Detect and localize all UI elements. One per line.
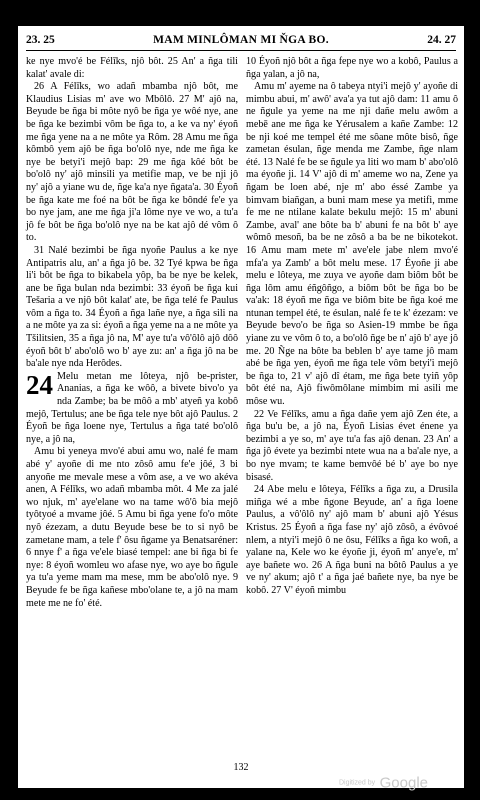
paragraph: Amu bi yeneya mvo'é abui amu wo, nalé fe mam abé y' ayoñe di me nto zôsô amu fe'e jôé, 3 bi anyoñe me mevale mese a vôm ase, a ve wo akéva anen, A Félīks, wo adañ mbamba môt. 4 Me za jalé wo njuk, m' aye'elane wo na tame wô'ô bia mejô tyôtyoé a mvame jôé. 5 Amu bi ñga yene fo'o môte nyô ézezam, a dutu Beyude bese be to si nyô be zametane mam, a tele f' ôsu ñgame ya Benatsaréner: 6 nnye f' a ñga ve'ele biasé tempel: ane bi ñga bi fe nye: 8 éyoñ womleu wo afase nye, wo aye bo ñgule ya tu'a yeme mam ma mese, mm be abo'olô nye. 9 Beyude fe be ñga kañese mbo'olane te, a jô na mam mete me ne fo' été.	[26, 446, 238, 609]
header-verse-range-right: 24. 27	[427, 34, 456, 46]
paragraph: 22 Ve Félīks, amu a ñga dañe yem ajô Zen éte, a ñga bu'u be, a jô na, Éyoñ Lisias évet énene ya bezimbi a ye so, m' aye tu'a fas ajô denan. 23 An' a ñga jô évete ya bezimbi ntete wua na a ba'ale nye, a bo nye mvam; te kame bemvôé bé b' aye bo nye bisasé.	[246, 408, 458, 483]
paragraph: 24 Abe melu e lôteya, Félīks a ñga zu, a Drusila miñga wé a mbe ñgone Beyude, an' a ñga loene Paulus, a vô'ôlô ny' ajô mam b' abuni ajô Yésus Kristus. 25 Éyoñ a ñga fase ny' ajô zôsô, a évôvoé nlem, a ntyi'i mejô ô ne ôsu, Félīks a ñga ko woñ, a yalane na, Kele wo ke éyoñe ji, éyoñ m' anye'e, m' aye bañete wo. 26 A ñga buni na bôtô Paulus a ye ve ny' akum; ajô t' a ñga jaé bañete nye, ba nye be kobô. 27 V' éyoñ mimbu	[246, 484, 458, 596]
digitized-watermark	[339, 774, 428, 792]
book-page	[18, 26, 464, 788]
paragraph: 31 Nalé bezimbi be ñga nyoñe Paulus a ke nye Antipatris alu, an' a ñga jô be. 32 Tyé kpwa be ñga li'i bôt be ñga to bikabela yôp, ba be nye be kelek, ane be ñga bulan nda bezimbi: 33 éyoñ be ñga kui Tešaria a ve njô bôt kalat' ate, be ñga telé fe Paulus vôm a ñga to. 34 Éyoñ a ñga lañe nye, a ñga sili na a ne môte ya za si: éyoñ a ñga yeme na a ne môte ya Tšilitsien, 35 a ñga jô na, M' aye tu'a vô'ôlô ajô dôô éyoñ bôt b' abo'olô wo b' aye zu: an' a ñga jô na be ba'ale nye nda Herôdes.	[26, 244, 238, 370]
paragraph: 10 Éyoñ njô bôt a ñga fepe nye wo a kobô, Paulus a ñga yalan, a jô na,	[246, 56, 458, 80]
header-rule	[26, 50, 456, 51]
paragraph: ke nye mvo'é be Félīks, njô bôt. 25 An' a ñga tili kalat' avale di:	[26, 56, 238, 80]
header-verse-range-left: 23. 25	[26, 34, 55, 46]
chapter-number: 24	[26, 369, 53, 400]
paragraph: 26 A Félīks, wo adañ mbamba njô bôt, me Klaudius Lisias m' ave wo Mbôlô. 27 M' ajô na, Beyude be ñga bi môte nyô be ñga ye wôé nye, ane be ñga ke bezimbi vôm be ñga to, a ke va ny' éyoñ me ñga yene na a ne môte ya Rôm. 28 Amu me ñga kômbô yem ajô be ñga bo'olô nye, nde me ñga ke nye be betyi'i mejô bap: 29 me ñga kôé bôt be bo'olô ny' ajô minsili ya metifie map, ve be nji jô ny' ajô a yiane wu de, ñge ka'a nye ñgata'a. 30 Éyoñ be ñga kate me foé na bôt be ñga ke bôndé fe'e ya bo nye jam, ane me ñga ji'a lôme nye ve wo, a tu'a jô fe bôt be ñga bo'olô nye na be kat ajô dé vôm ô to.	[26, 81, 238, 244]
right-text-column	[246, 56, 458, 598]
left-text-column	[26, 56, 238, 610]
chapter-first-paragraph: Melu metan me lôteya, njô be-prister, Ananias, a ñga ke wôô, a bivete bivo'o ya nda Zambe; ba be môô a mb' atyeñ ya kobô mejô, Tertulus; ane be ñga tele nye bôt ajô Paulus. 2 Éyoñ be ñga loene nye, Tertulus a ñga taté bo'olô nye, a jô na,	[26, 370, 238, 445]
chapter-start	[26, 371, 238, 447]
page-number: 132	[233, 762, 249, 773]
header-book-title: MAM MINLÔMAN MI ŇGA BO.	[153, 34, 329, 46]
watermark-brand: Google	[379, 774, 428, 792]
paragraph: Amu m' ayeme na ô tabeya ntyi'i mejô y' ayoñe di mimbu abui, m' awô' ava'a ya tut ajô dam: 11 amu ô ne ñgule ya yeme na me nji dañe melu awôm a mebē ane me ñga ke Yérusalem a kañe Zambe: 12 be nji koé me tempel été me sôane môte bisô, ñge zametan ésulan, ñge menda me Zambe, ñge nlam été. 13 Nalé fe be se ñgule ya liti wo mam b' abo'olô ma éyoñe ji. 14 V' ajô di m' ameme wo na, Zene ya ñgam be loen abé, nje m' abo éssé Zambe ya bimvam biañgan, a buni mam mese ya metifi, mme fe me ne ntilane kalate bekulu mejô: 15 m' abuni Zambe, aval' ane bôte ba b' abuni fe na bôt b' aye wômô mesoñ, ba be ne zôsô a ba be ne bikotekot. 16 Amu mam mete m' ave'ele jabe nlem mvo'é mfa'a ya Zamb' a bôt melu mese. 17 Éyoñe ji abe melu e lôteya, me zuya ve ayoñe dam biôm bôt be ñga lôm amu éñgôñgo, a biôm bôt be ñga bo be va'ak: 18 éyoñ me ñga ve biôm bite be ñga koé me ntunan tempel été, te ésulan, nalé fe te k' ézezam: ve Beyude bevo'o be ñga so Asien-19 mmbe be ñga yiane zu ve vôm ô to, a bo'olô ñge be n' ajô b' aye jô me. 20 Ñge na bôte ba beblen b' aye tame jô mam abé be ñga yen, éyoñ me ñga tele vôm betyi'i mejô be ñga to, 21 v' ajô dî étam, me ñga bete tyiñ yôp bôt été na, Ajô fiwômôlane mimbim mi asili me môse wu.	[246, 81, 458, 408]
watermark-prefix: Digitized by	[338, 779, 376, 787]
